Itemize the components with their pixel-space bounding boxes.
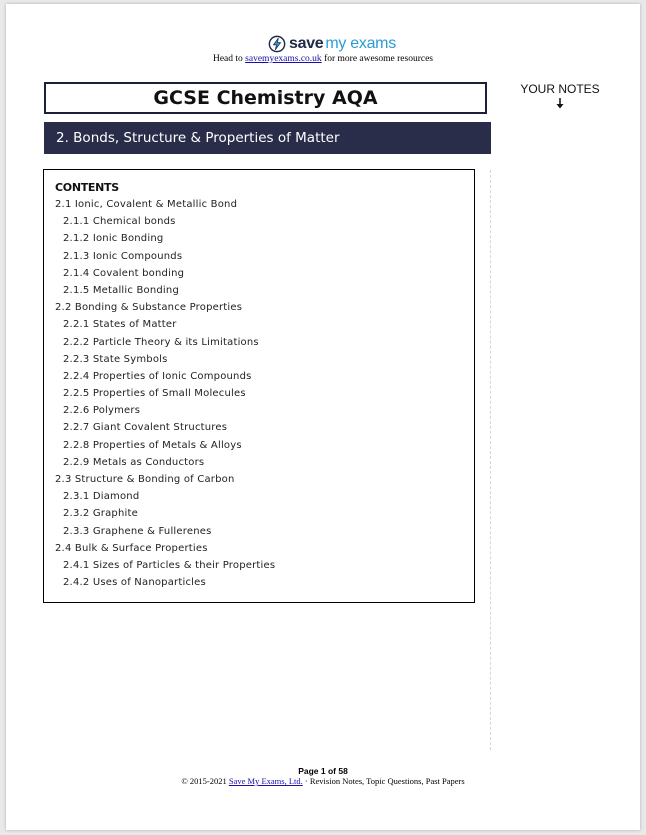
lightning-bolt-icon (268, 35, 286, 53)
savemyexams-logo[interactable] (268, 34, 396, 54)
tagline-suffix: for more awesome resources (321, 54, 434, 64)
toc-subsection-link[interactable]: 2.4.2 Uses of Nanoparticles (63, 577, 206, 589)
page-number: Page 1 of 58 (298, 766, 348, 776)
toc-subsection-link[interactable]: 2.2.2 Particle Theory & its Limitations (63, 336, 259, 348)
toc-subsection-link[interactable]: 2.2.7 Giant Covalent Structures (63, 422, 228, 434)
toc-subsection-link[interactable]: 2.2.4 Properties of Ionic Compounds (63, 370, 252, 382)
toc-subsection-link[interactable]: 2.2.3 State Symbols (63, 353, 168, 365)
toc-subsection-link[interactable]: 2.1.1 Chemical bonds (63, 216, 176, 228)
toc-subsection-link[interactable]: 2.1.4 Covalent bonding (63, 267, 185, 279)
copyright-suffix: · Revision Notes, Topic Questions, Past Papers (302, 776, 465, 786)
contents-box (43, 169, 475, 603)
toc-subsection-link[interactable]: 2.3.3 Graphene & Fullerenes (63, 525, 212, 537)
document-page (6, 4, 640, 830)
arrow-down-icon (556, 98, 564, 109)
your-notes (514, 82, 606, 109)
document-title: GCSE Chemistry AQA (44, 82, 487, 114)
toc-section-link[interactable]: 2.1 Ionic, Covalent & Metallic Bond (55, 199, 238, 210)
copyright-link[interactable]: Save My Exams, Ltd. (228, 776, 303, 786)
toc-subsection-link[interactable]: 2.2.1 States of Matter (63, 319, 177, 331)
section-title: 2. Bonds, Structure & Properties of Matter (44, 122, 491, 154)
tagline-link[interactable]: savemyexams.co.uk (245, 54, 322, 64)
copyright (6, 776, 640, 786)
notes-divider (490, 170, 491, 750)
contents-list (55, 196, 474, 591)
toc-subsection-link[interactable]: 2.2.5 Properties of Small Molecules (63, 388, 246, 400)
contents-heading: CONTENTS (55, 181, 119, 194)
toc-subsection-link[interactable]: 2.2.9 Metals as Conductors (63, 456, 205, 468)
toc-subsection-link[interactable]: 2.2.8 Properties of Metals & Alloys (63, 439, 242, 451)
toc-section-link[interactable]: 2.2 Bonding & Substance Properties (55, 302, 243, 314)
toc-subsection-link[interactable]: 2.3.1 Diamond (63, 491, 140, 503)
logo-text-save: save (289, 35, 324, 52)
toc-section-link[interactable]: 2.3 Structure & Bonding of Carbon (55, 474, 235, 485)
toc-subsection-link[interactable]: 2.1.3 Ionic Compounds (63, 250, 183, 262)
your-notes-label: YOUR NOTES (520, 82, 600, 96)
toc-section-link[interactable]: 2.4 Bulk & Surface Properties (55, 542, 208, 554)
toc-subsection-link[interactable]: 2.3.2 Graphite (63, 508, 138, 520)
toc-subsection-link[interactable]: 2.2.6 Polymers (63, 405, 141, 417)
toc-subsection-link[interactable]: 2.1.5 Metallic Bonding (63, 284, 179, 296)
tagline-prefix: Head to (212, 54, 246, 64)
logo-text-myexams: my exams (325, 35, 396, 52)
copyright-prefix: © 2015-2021 (181, 776, 229, 786)
header-tagline (6, 54, 640, 64)
toc-subsection-link[interactable]: 2.1.2 Ionic Bonding (63, 233, 164, 245)
toc-subsection-link[interactable]: 2.4.1 Sizes of Particles & their Properties (63, 559, 276, 571)
